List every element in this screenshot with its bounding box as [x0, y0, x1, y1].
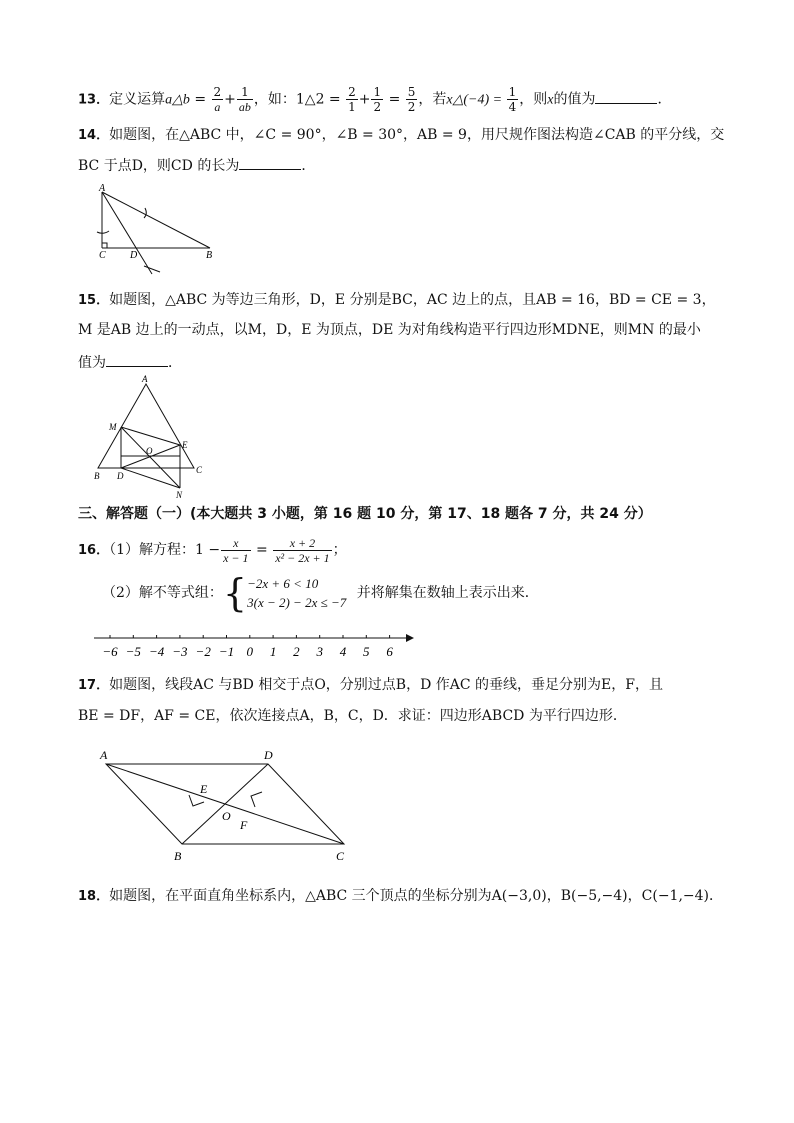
question-number: 18．	[78, 889, 110, 904]
q13-text-2: ，如：	[253, 91, 296, 108]
inequality-1: −2x + 6 < 10	[247, 576, 319, 591]
label-d: D	[130, 250, 138, 261]
semicolon: ；	[332, 542, 347, 558]
q16-part2-label: （2）解不等式组：	[102, 585, 223, 601]
question-15-line-2	[78, 320, 701, 340]
q13-var: x	[547, 92, 554, 108]
number-line	[90, 628, 420, 662]
question-number: 13．	[78, 92, 110, 108]
question-number: 17．	[78, 678, 110, 693]
axis-label: 3	[316, 644, 323, 659]
q13-text-3: ，若	[418, 91, 447, 108]
period: ．	[168, 355, 182, 371]
axis-label: −6	[102, 644, 118, 659]
q17-figure	[96, 742, 356, 867]
label-a: A	[142, 374, 148, 384]
question-16-part-1	[78, 535, 347, 566]
fraction: $\frac{1}{ab}$	[238, 85, 251, 114]
answer-blank[interactable]	[106, 352, 168, 367]
label-f: F	[240, 818, 248, 832]
question-number: 14．	[78, 128, 110, 143]
label-d: D	[264, 748, 273, 762]
q14-figure	[90, 180, 230, 280]
fraction: $\frac{x + 2}{\text{x² − 2x + 1}}$	[275, 535, 330, 565]
label-d: D	[117, 471, 124, 481]
q13-lhs: a△b	[165, 92, 190, 108]
question-number: 15．	[78, 293, 110, 308]
q15-text-2: M 是AB 边上的一动点，以M，D，E 为顶点，DE 为对角线构造平行四边形MDNE，则MN 的最小	[78, 322, 701, 338]
label-o: O	[146, 446, 153, 456]
fraction: $\frac{1}{2}$	[373, 85, 382, 114]
label-c: C	[336, 849, 345, 863]
question-18	[78, 886, 723, 907]
question-17-line-2	[78, 706, 627, 726]
q14-text-1: 如题图，在△ABC 中，∠C = 90°，∠B = 30°，AB = 9，用尺规作图法构造∠CAB 的平分线，交	[109, 127, 725, 143]
axis-label: 2	[293, 644, 300, 659]
q16-one-minus: 1 −	[195, 542, 221, 558]
axis-label: 0	[246, 644, 254, 659]
answer-blank[interactable]	[595, 89, 657, 104]
q16-part1-label: （1）解方程：	[109, 542, 196, 558]
question-17-line-1	[78, 675, 663, 696]
label-c: C	[99, 250, 106, 261]
equals-sign: =	[251, 542, 273, 558]
q13-condition: x△(−4) =	[446, 92, 506, 108]
axis-label: 6	[386, 644, 393, 659]
q18-text-1: 如题图，在平面直角坐标系内，△ABC 三个顶点的坐标分别为A(−3,0)，B(−5,−4)，C(−1,−4)．	[109, 888, 724, 904]
plus-sign: +	[358, 91, 371, 108]
question-16-part-2	[102, 571, 539, 615]
q13-text-4: ，则	[519, 91, 548, 108]
q15-text-3: 值为	[78, 355, 106, 371]
q13-text-5: 的值为	[553, 91, 596, 108]
q14-text-2: BC 于点D，则CD 的长为	[78, 158, 240, 174]
fraction: $\frac{1}{4}$	[508, 85, 517, 114]
q15-text-1: 如题图，△ABC 为等边三角形，D，E 分别是BC，AC 边上的点，且AB = 16，BD = CE = 3，	[109, 292, 716, 308]
label-n: N	[176, 490, 183, 500]
period: ．	[657, 91, 672, 108]
label-e: E	[182, 440, 188, 450]
plus-sign: +	[224, 91, 236, 108]
label-e: E	[200, 782, 208, 796]
label-a: A	[100, 748, 108, 762]
axis-label: 5	[363, 644, 370, 659]
question-number: 16．	[78, 543, 110, 558]
axis-label: 4	[339, 644, 347, 659]
fraction: $\frac{2}{1}$	[348, 85, 356, 114]
q13-eq2: =	[384, 91, 405, 108]
label-b: B	[174, 849, 182, 863]
axis-label: −4	[148, 644, 165, 659]
q15-figure	[88, 372, 213, 502]
label-b: B	[206, 250, 213, 261]
q13-text-1: 定义运算	[109, 91, 166, 108]
q17-text-1: 如题图，线段AC 与BD 相交于点O，分别过点B，D 作AC 的垂线，垂足分别为E，F，且	[109, 677, 663, 693]
label-m: M	[109, 422, 117, 432]
question-13	[78, 85, 671, 114]
answer-blank[interactable]	[239, 155, 301, 170]
inequality-system	[247, 574, 346, 612]
fraction: $\frac{5}{2}$	[407, 85, 416, 114]
section-heading: 三、解答题（一）(本大题共 3 小题，第 16 题 10 分，第 17、18 题各 7 分，共 24 分）	[78, 506, 652, 522]
question-15-line-1	[78, 290, 716, 311]
label-b: B	[94, 471, 100, 481]
label-o: O	[222, 809, 231, 823]
axis-label: −5	[125, 644, 141, 659]
brace-icon: {	[222, 571, 248, 615]
q13-example: 1△2 =	[295, 91, 346, 108]
fraction: $\frac{x}{x - 1}$	[223, 535, 249, 565]
inequality-2: 3(x − 2) − 2x ≤ −7	[247, 595, 347, 610]
question-14-line-2	[78, 155, 315, 176]
axis-label: −1	[218, 644, 235, 659]
q17-text-2: BE = DF，AF = CE，依次连接点A，B，C，D．求证：四边形ABCD 为平行四边形．	[78, 708, 627, 724]
q13-eq: =	[189, 91, 211, 108]
label-a: A	[99, 183, 106, 194]
label-c: C	[196, 465, 203, 475]
question-14-line-1	[78, 125, 724, 146]
fraction: $\frac{2}{a}$	[213, 85, 222, 114]
axis-label: 1	[269, 644, 277, 659]
period: ．	[301, 158, 316, 174]
q16-part2-instruction: 并将解集在数轴上表示出来．	[356, 585, 539, 601]
axis-label: −3	[172, 644, 188, 659]
question-15-line-3	[78, 352, 182, 373]
axis-label: −2	[195, 644, 211, 659]
